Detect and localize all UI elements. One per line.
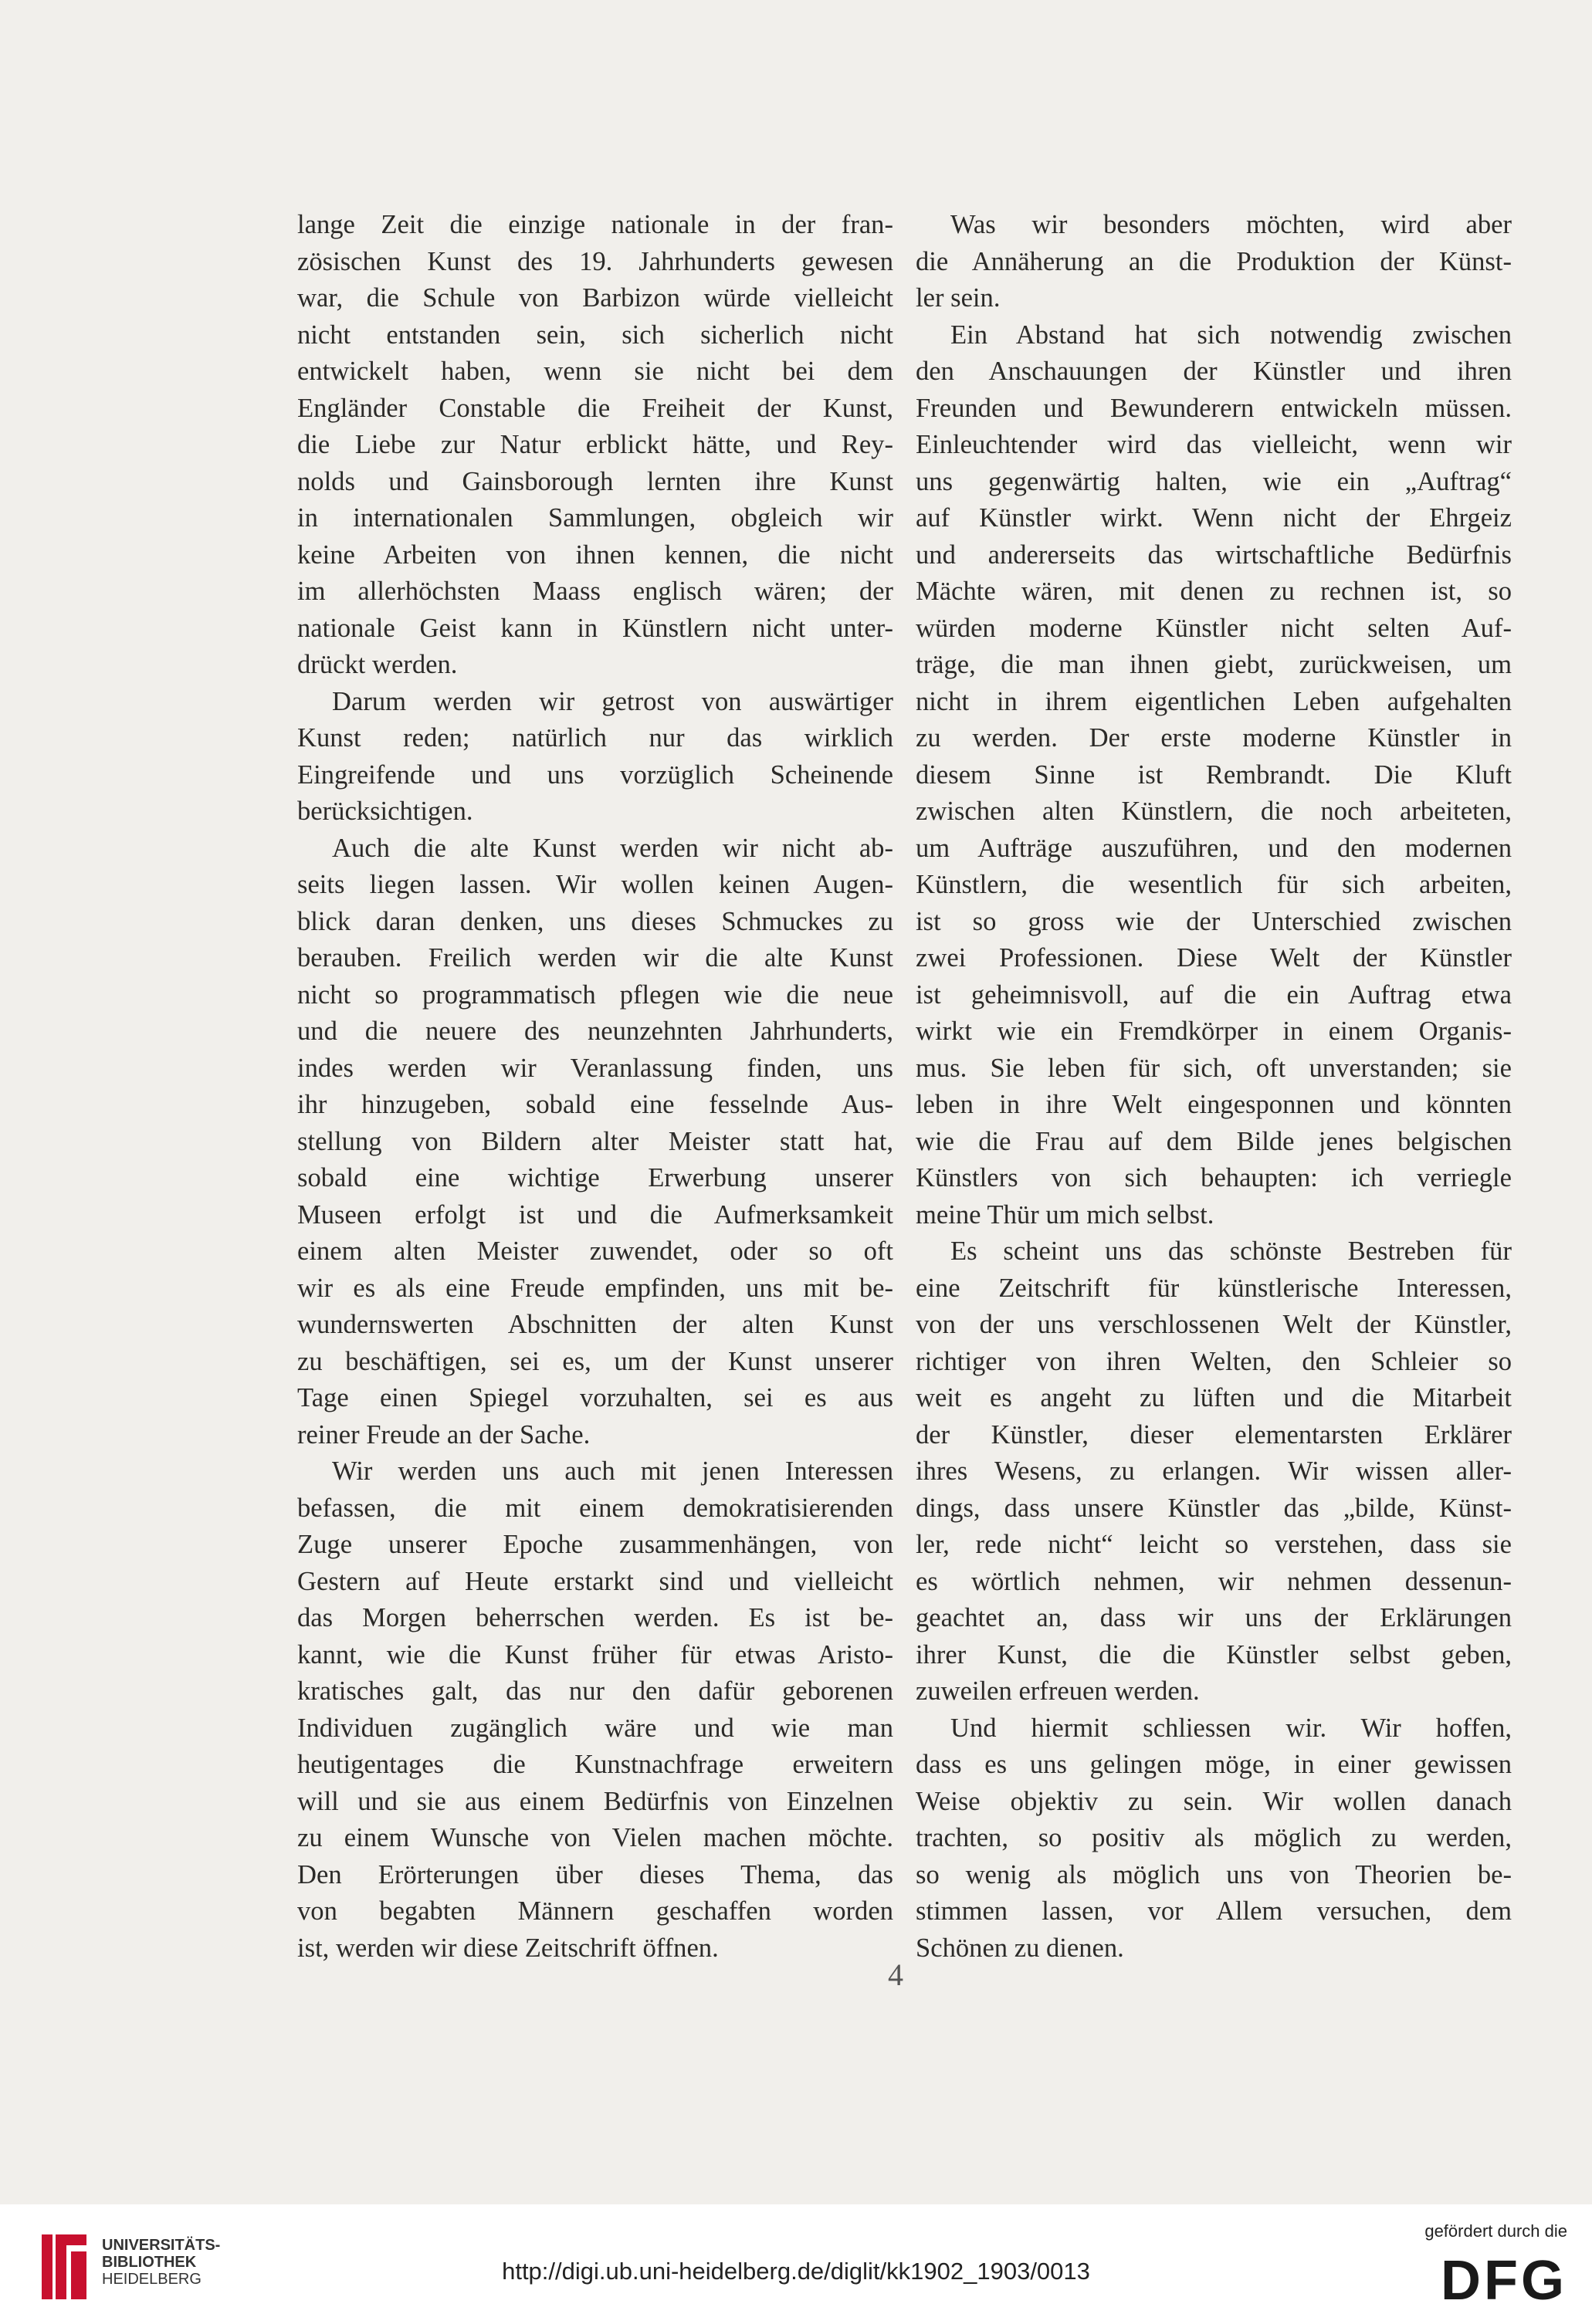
text-line: drückt werden.	[297, 650, 458, 679]
text-line: Und hiermit schliessen wir. Wir hoffen,	[950, 1713, 1512, 1743]
text-line: wundernswerten Abschnitten der alten Kunst	[297, 1310, 893, 1339]
text-line: zu einem Wunsche von Vielen machen möchte.	[297, 1823, 893, 1852]
text-line: die Annäherung an die Produktion der Künst-	[916, 246, 1512, 276]
text-line: ler sein.	[916, 283, 1001, 313]
text-line: war, die Schule von Barbizon würde vielleicht	[297, 283, 893, 313]
text-line: Auch die alte Kunst werden wir nicht ab-	[332, 833, 893, 863]
page-number: 4	[888, 1957, 903, 1992]
library-name-line-1: UNIVERSITÄTS-	[102, 2237, 221, 2254]
left-column-paragraph	[297, 207, 893, 684]
right-column-paragraph	[916, 1710, 1512, 1967]
text-line: sobald eine wichtige Erwerbung unserer	[297, 1163, 893, 1192]
text-line: Schönen zu dienen.	[916, 1933, 1124, 1963]
text-line: auf Künstler wirkt. Wenn nicht der Ehrgeiz	[916, 503, 1512, 533]
text-line: Einleuchtender wird das vielleicht, wenn wir	[916, 430, 1512, 459]
text-line: uns gegenwärtig halten, wie ein „Auftrag“	[916, 466, 1512, 496]
text-line: Eingreifende und uns vorzüglich Scheinende	[297, 759, 893, 790]
text-line: stimmen lassen, vor Allem versuchen, dem	[916, 1896, 1512, 1926]
text-line: in internationalen Sammlungen, obgleich wir	[297, 503, 893, 533]
dfg-logo-icon[interactable]: DFG	[1441, 2250, 1567, 2312]
text-line: Es scheint uns das schönste Bestreben für	[950, 1236, 1512, 1266]
text-line: Ein Abstand hat sich notwendig zwischen	[950, 320, 1512, 350]
text-line: nicht in ihrem eigentlichen Leben aufgehalten	[916, 686, 1512, 716]
right-column-paragraph	[916, 317, 1512, 1234]
text-line: so wenig als möglich uns von Theorien be-	[916, 1859, 1512, 1889]
text-line: richtiger von ihren Welten, den Schleier so	[916, 1346, 1512, 1376]
right-column	[916, 207, 1512, 1967]
permalink-url[interactable]: http://digi.ub.uni-heidelberg.de/diglit/kk1902_1903/0013	[502, 2258, 1090, 2285]
text-line: es wörtlich nehmen, wir nehmen dessenun-	[916, 1566, 1512, 1596]
text-line: diesem Sinne ist Rembrandt. Die Kluft	[916, 759, 1512, 790]
text-line: blick daran denken, uns dieses Schmuckes zu	[297, 906, 893, 936]
left-column	[297, 207, 893, 1967]
text-line: wir es als eine Freude empfinden, uns mit be-	[297, 1273, 893, 1303]
text-line: befassen, die mit einem demokratisierenden	[297, 1493, 893, 1523]
text-line: zösischen Kunst des 19. Jahrhunderts gewesen	[297, 246, 893, 276]
text-line: dass es uns gelingen möge, in einer gewissen	[916, 1750, 1512, 1779]
text-line: trachten, so positiv als möglich zu werden,	[916, 1823, 1512, 1852]
text-line: träge, die man ihnen giebt, zurückweisen, um	[916, 650, 1512, 679]
text-line: Kunst reden; natürlich nur das wirklich	[297, 723, 893, 753]
text-line: dings, dass unsere Künstler das „bilde, Künst-	[916, 1493, 1512, 1523]
text-line: zu werden. Der erste moderne Künstler in	[916, 723, 1512, 753]
text-line: Künstlers von sich behaupten: ich verriegle	[916, 1163, 1512, 1192]
text-line: Was wir besonders möchten, wird aber	[950, 210, 1512, 239]
text-line: zwei Professionen. Diese Welt der Künstler	[916, 943, 1512, 973]
text-line: Darum werden wir getrost von auswärtiger	[332, 686, 893, 716]
text-line: Künstlern, die wesentlich für sich arbeiten,	[916, 870, 1512, 899]
text-line: der Künstler, dieser elementarsten Erklärer	[916, 1419, 1512, 1450]
text-line: Weise objektiv zu sein. Wir wollen danach	[916, 1786, 1512, 1816]
text-line: meine Thür um mich selbst.	[916, 1199, 1214, 1230]
text-line: kratisches galt, das nur den dafür geborenen	[297, 1676, 893, 1706]
text-line: Wir werden uns auch mit jenen Interessen	[332, 1456, 893, 1486]
text-line: wie die Frau auf dem Bilde jenes belgischen	[916, 1126, 1512, 1156]
text-line: zuweilen erfreuen werden.	[916, 1676, 1200, 1706]
text-line: Tage einen Spiegel vorzuhalten, sei es aus	[297, 1383, 893, 1412]
text-line: indes werden wir Veranlassung finden, uns	[297, 1053, 893, 1083]
text-line: berücksichtigen.	[297, 797, 473, 826]
text-line: Individuen zugänglich wäre und wie man	[297, 1713, 893, 1743]
text-line: Zuge unserer Epoche zusammenhängen, von	[297, 1530, 893, 1559]
text-line: nolds und Gainsborough lernten ihre Kunst	[297, 466, 893, 496]
text-line: kannt, wie die Kunst früher für etwas Aristo-	[297, 1639, 893, 1669]
text-line: seits liegen lassen. Wir wollen keinen Augen-	[297, 870, 893, 899]
funding-caption: gefördert durch die	[1424, 2221, 1567, 2241]
text-line: heutigentages die Kunstnachfrage erweitern	[297, 1750, 893, 1779]
text-line: ist so gross wie der Unterschied zwischen	[916, 906, 1512, 936]
text-line: entwickelt haben, wenn sie nicht bei dem	[297, 357, 893, 386]
text-line: wirkt wie ein Fremdkörper in einem Organis-	[916, 1017, 1512, 1046]
text-line: nationale Geist kann in Künstlern nicht unter-	[297, 613, 893, 643]
text-line: nicht so programmatisch pflegen wie die neue	[297, 979, 893, 1010]
text-line: berauben. Freilich werden wir die alte Kunst	[297, 943, 893, 973]
text-line: das Morgen beherrschen werden. Es ist be-	[297, 1603, 893, 1632]
text-line: stellung von Bildern alter Meister statt hat,	[297, 1126, 893, 1156]
left-column-paragraph	[297, 684, 893, 830]
text-line: lange Zeit die einzige nationale in der fran-	[297, 210, 893, 239]
text-line: Mächte wären, mit denen zu rechnen ist, so	[916, 577, 1512, 606]
left-column-paragraph	[297, 1453, 893, 1967]
text-line: von der uns verschlossenen Welt der Künstler,	[916, 1310, 1512, 1339]
text-line: ler, rede nicht“ leicht so verstehen, dass sie	[916, 1530, 1512, 1559]
text-line: Den Erörterungen über dieses Thema, das	[297, 1859, 893, 1889]
text-line: ihres Wesens, zu erlangen. Wir wissen aller-	[916, 1456, 1512, 1486]
text-line: zwischen alten Künstlern, die noch arbeiteten,	[916, 797, 1512, 826]
text-line: will und sie aus einem Bedürfnis von Einzelnen	[297, 1786, 893, 1816]
text-line: keine Arbeiten von ihnen kennen, die nicht	[297, 540, 893, 570]
text-line: und die neuere des neunzehnten Jahrhunderts,	[297, 1017, 893, 1046]
text-line: Freunden und Bewunderern entwickeln müssen.	[916, 393, 1512, 423]
right-column-paragraph	[916, 1233, 1512, 1710]
text-line: weit es angeht zu lüften und die Mitarbeit	[916, 1383, 1512, 1412]
text-line: eine Zeitschrift für künstlerische Interessen,	[916, 1273, 1512, 1303]
text-line: nicht entstanden sein, sich sicherlich nicht	[297, 320, 893, 350]
text-line: einem alten Meister zuwendet, oder so oft	[297, 1236, 893, 1266]
footer-bar	[0, 2204, 1592, 2324]
text-line: im allerhöchsten Maass englisch wären; der	[297, 577, 893, 606]
text-line: würden moderne Künstler nicht selten Auf-	[916, 613, 1512, 643]
text-line: die Liebe zur Natur erblickt hätte, und Rey-	[297, 430, 893, 459]
library-name-line-3: HEIDELBERG	[102, 2271, 202, 2288]
text-line: Engländer Constable die Freiheit der Kunst,	[297, 393, 893, 423]
text-line: von begabten Männern geschaffen worden	[297, 1896, 893, 1926]
text-line: geachtet an, dass wir uns der Erklärungen	[916, 1603, 1512, 1632]
left-column-paragraph	[297, 830, 893, 1454]
text-line: den Anschauungen der Künstler und ihren	[916, 357, 1512, 386]
text-line: ihr hinzugeben, sobald eine fesselnde Aus-	[297, 1090, 893, 1119]
text-line: reiner Freude an der Sache.	[297, 1419, 591, 1450]
text-line: ihrer Kunst, die die Künstler selbst geben,	[916, 1639, 1512, 1669]
text-line: mus. Sie leben für sich, oft unverstanden; sie	[916, 1053, 1512, 1083]
right-column-paragraph	[916, 207, 1512, 317]
text-line: Gestern auf Heute erstarkt sind und vielleicht	[297, 1566, 893, 1596]
text-line: und andererseits das wirtschaftliche Bedürfnis	[916, 540, 1512, 570]
text-line: leben in ihre Welt eingesponnen und könnten	[916, 1090, 1512, 1119]
text-line: zu beschäftigen, sei es, um der Kunst unserer	[297, 1346, 893, 1376]
text-line: ist, werden wir diese Zeitschrift öffnen.	[297, 1933, 719, 1963]
text-line: Museen erfolgt ist und die Aufmerksamkeit	[297, 1199, 893, 1230]
library-name-line-2: BIBLIOTHEK	[102, 2254, 197, 2271]
text-line: ist geheimnisvoll, auf die ein Auftrag etwa	[916, 979, 1512, 1010]
text-line: um Aufträge auszuführen, und den modernen	[916, 833, 1512, 863]
